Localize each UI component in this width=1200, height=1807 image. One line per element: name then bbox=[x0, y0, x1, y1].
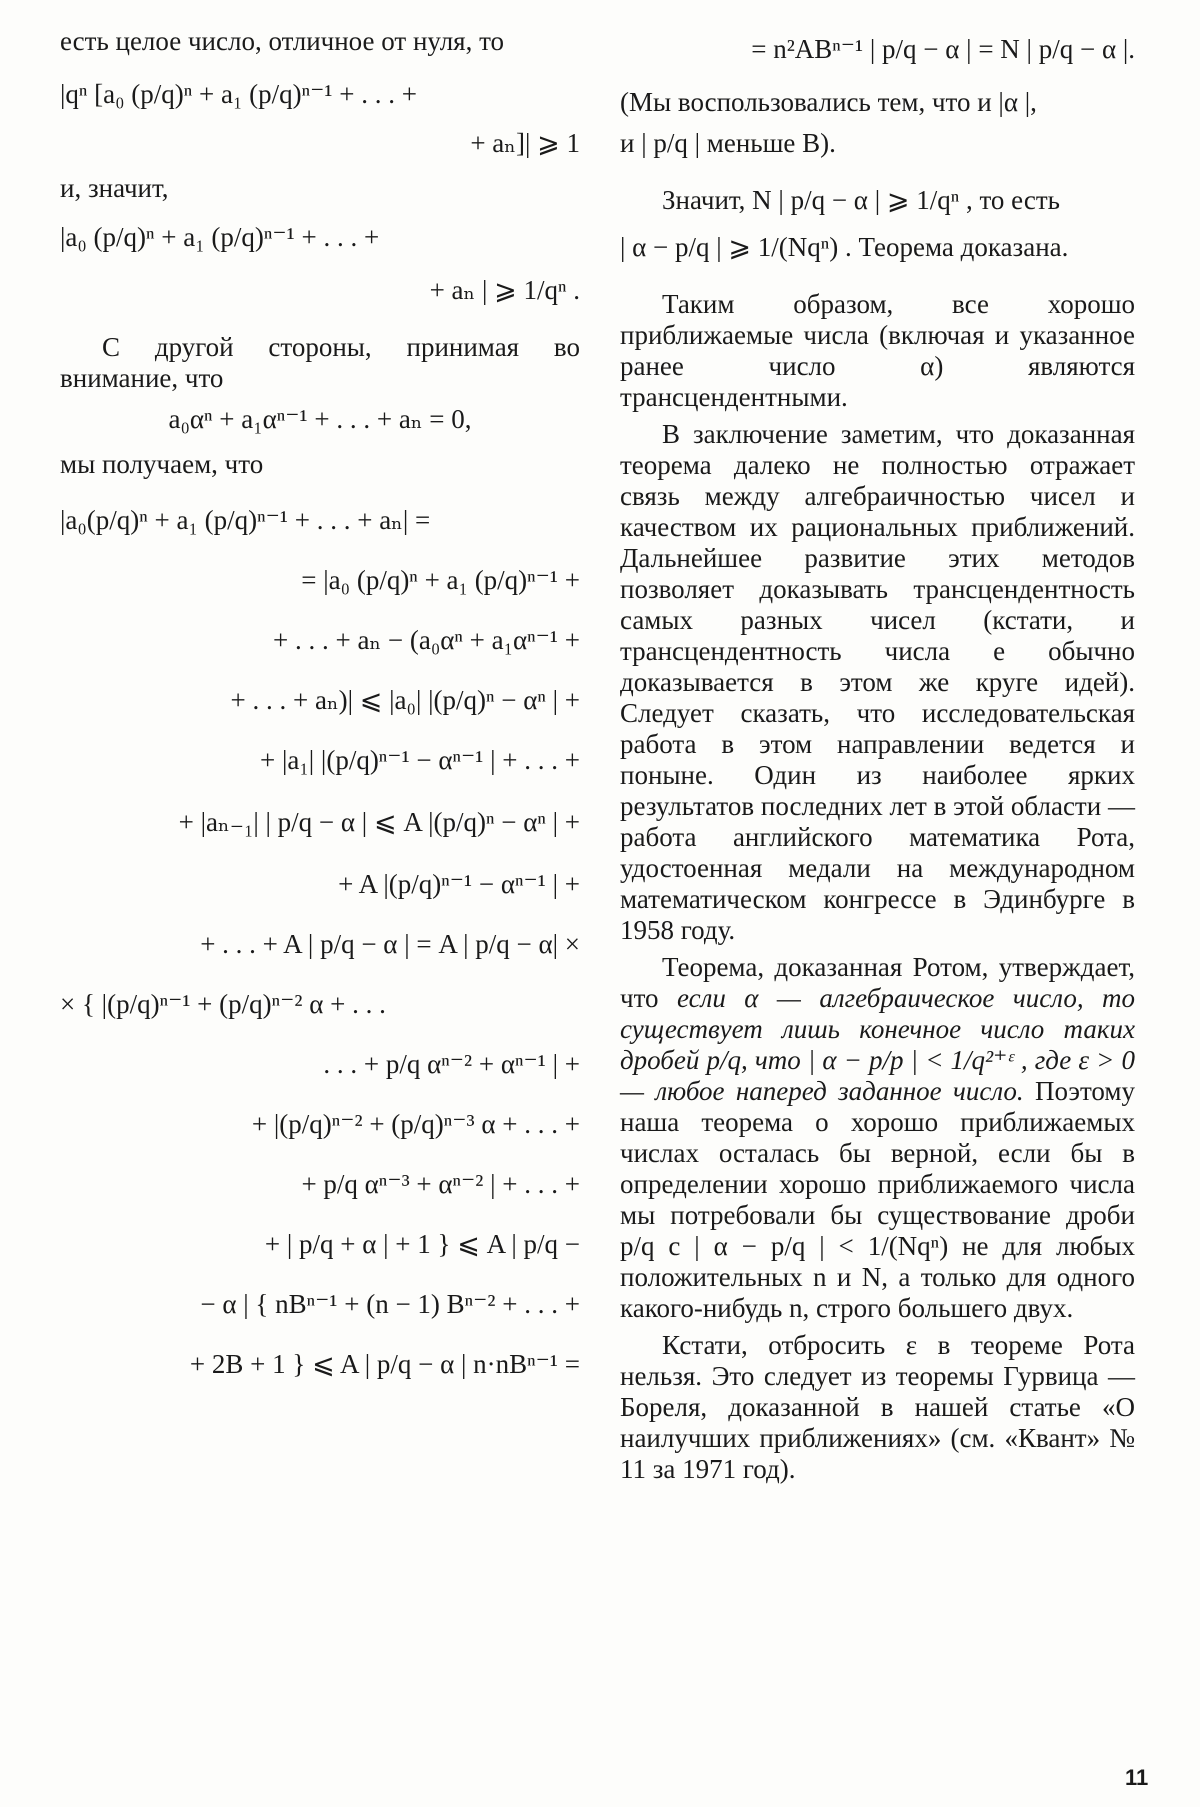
inequality-chain bbox=[60, 490, 580, 1394]
paragraph-roth-theorem bbox=[620, 952, 1135, 1324]
znachit-formula: Значит, N | p/q − α | ⩾ 1/qⁿ , то есть bbox=[662, 185, 1060, 215]
parenthetical-2: и | p/q | меньше B). bbox=[620, 128, 836, 158]
chain-line: + | p/q + α | + 1 } ⩽ A | p/q − bbox=[264, 1229, 580, 1259]
znachit-text: и, значит, bbox=[60, 173, 169, 203]
chain-line: − α | { nBⁿ⁻¹ + (n − 1) Bⁿ⁻² + . . . + bbox=[200, 1289, 580, 1319]
chain-line: + p/q αⁿ⁻³ + αⁿ⁻² | + . . . + bbox=[301, 1169, 580, 1199]
formula-top-right: = n²ABⁿ⁻¹ | p/q − α | = N | p/q − α |. bbox=[751, 34, 1135, 64]
right-column bbox=[620, 26, 1135, 1485]
chain-line: = |a₀ (p/q)ⁿ + a₁ (p/q)ⁿ⁻¹ + bbox=[301, 565, 580, 595]
intro-text: есть целое число, отличное от нуля, то bbox=[60, 26, 505, 56]
parenthetical-1: (Мы воспользовались тем, что и |α |, bbox=[620, 87, 1037, 117]
formula-1a: |qⁿ [a₀ (p/q)ⁿ + a₁ (p/q)ⁿ⁻¹ + . . . + bbox=[60, 79, 417, 109]
theorem-proved: | α − p/q | ⩾ 1/(Nqⁿ) . Теорема доказана. bbox=[620, 232, 1069, 262]
poluchaem-text: мы получаем, что bbox=[60, 449, 264, 479]
chain-line: + A |(p/q)ⁿ⁻¹ − αⁿ⁻¹ | + bbox=[338, 869, 580, 899]
page-number: 11 bbox=[1125, 1765, 1149, 1790]
roth-rest-text: Поэтому наша теорема о хорошо приближаемых числах осталась бы верной, если бы в определении хорошо приближаемого числа мы потребовали бы существование дроби p/q с | α − p/q | < 1/(Nqⁿ) не для любых положительных n и N, а только для одного какого-нибудь n, строго большего двух. bbox=[620, 1076, 1135, 1323]
formula-3: a₀αⁿ + a₁αⁿ⁻¹ + . . . + aₙ = 0, bbox=[168, 404, 472, 434]
chain-line: × { |(p/q)ⁿ⁻¹ + (p/q)ⁿ⁻² α + . . . bbox=[60, 989, 386, 1019]
chain-line: + 2B + 1 } ⩽ A | p/q − α | n·nBⁿ⁻¹ = bbox=[189, 1349, 580, 1379]
left-column bbox=[60, 26, 580, 1394]
paragraph-conclusion: В заключение заметим, что доказанная теорема далеко не полностью отражает связь между алгебраичностью чисел и качеством их рациональных приближений. Дальнейшее развитие этих методов позволяет доказывать трансцендентность самых разных чисел (кстати, и трансцендентность числа e обычно доказывается в этом же круге идей). Следует сказать, что исследовательская работа в этом направлении ведется и поныне. Один из наиболее ярких результатов последних лет в этой области — работа английского математика Рота, удостоенная медали на международном математическом конгрессе в Эдинбурге в 1958 году. bbox=[620, 419, 1135, 945]
formula-1b: + aₙ]| ⩾ 1 bbox=[470, 128, 580, 158]
chain-line: + |a₁| |(p/q)ⁿ⁻¹ − αⁿ⁻¹ | + . . . + bbox=[259, 745, 580, 775]
formula-2a: |a₀ (p/q)ⁿ + a₁ (p/q)ⁿ⁻¹ + . . . + bbox=[60, 222, 380, 252]
roth-statement: если α — алгебраическое число, то существует лишь конечное число таких дробей p/q, что | α − p/p | < 1/q²⁺ᵋ , где ε > 0 — любое наперед заданное число. bbox=[620, 983, 1136, 1106]
paragraph-hurwitz-borel: Кстати, отбросить ε в теореме Рота нельзя. Это следует из теоремы Гурвица — Бореля, доказанной в нашей статье «О наилучших приближениях» (см. «Квант» № 11 за 1971 год). bbox=[620, 1330, 1135, 1484]
chain-line: |a₀(p/q)ⁿ + a₁ (p/q)ⁿ⁻¹ + . . . + aₙ| = bbox=[60, 505, 431, 535]
chain-line: + . . . + aₙ)| ⩽ |a₀| |(p/q)ⁿ − αⁿ | + bbox=[230, 685, 580, 715]
paragraph-transcendental: Таким образом, все хорошо приближаемые числа (включая и указанное ранее число α) являются трансцендентными. bbox=[620, 289, 1135, 412]
chain-line: + . . . + aₙ − (a₀αⁿ + a₁αⁿ⁻¹ + bbox=[273, 625, 580, 655]
chain-line: + |aₙ₋₁| | p/q − α | ⩽ A |(p/q)ⁿ − αⁿ | + bbox=[178, 807, 580, 837]
chain-line: . . . + p/q αⁿ⁻² + αⁿ⁻¹ | + bbox=[323, 1049, 580, 1079]
formula-2b: + aₙ | ⩾ 1/qⁿ . bbox=[429, 275, 580, 305]
roth-lead-text: Теорема, доказанная Ротом, утверждает, что bbox=[620, 952, 1135, 1013]
chain-line: + . . . + A | p/q − α | = A | p/q − α| × bbox=[200, 929, 580, 959]
chain-line: + |(p/q)ⁿ⁻² + (p/q)ⁿ⁻³ α + . . . + bbox=[251, 1109, 580, 1139]
drugoy-text: С другой стороны, принимая во внимание, что bbox=[60, 332, 580, 393]
